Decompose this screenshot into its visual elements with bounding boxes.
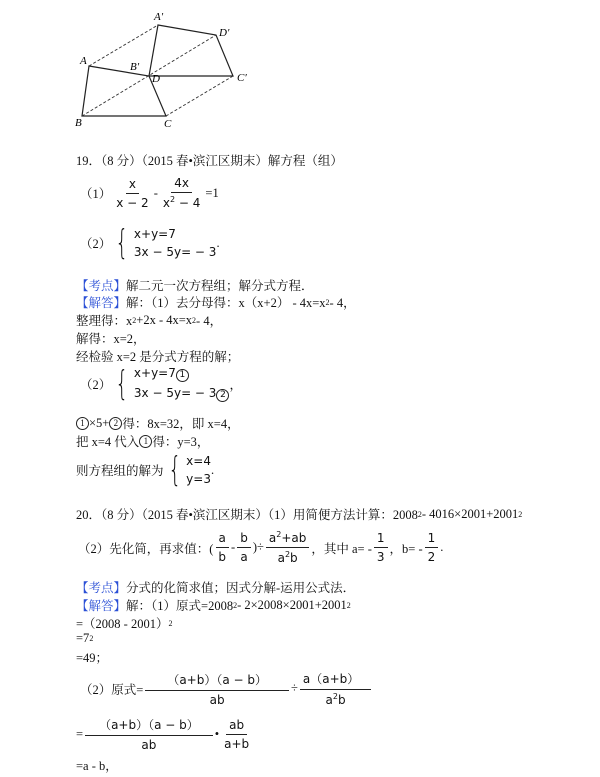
text: 解二元一次方程组；解分式方程． (126, 279, 314, 293)
sup: 2 (276, 530, 282, 539)
sup: 2 (233, 600, 238, 610)
solution-system (164, 450, 211, 490)
geometry-figure (0, 0, 260, 135)
t: 3x − 5y= − 3 (133, 386, 217, 400)
den (275, 548, 301, 565)
label-C1: C′ (237, 72, 247, 84)
sup: 2 (169, 195, 176, 204)
tag: 【考点】 (76, 581, 127, 595)
num: a（a+b） (300, 670, 371, 690)
op: - (153, 185, 158, 200)
sup: 2 (89, 634, 94, 643)
t: 得：8x=32，即 x=4， (122, 417, 240, 431)
q20-jieda (76, 596, 351, 614)
num: x (126, 177, 139, 194)
sup: 2 (325, 297, 330, 307)
t: （2）先化简，再求值：( (78, 541, 214, 556)
sup: 2 (192, 315, 197, 325)
rhs: =1 (205, 185, 219, 200)
num (266, 530, 309, 548)
punct: ， (229, 378, 242, 392)
fraction (221, 718, 252, 751)
row: x=4 (186, 454, 211, 468)
op: ÷ (291, 681, 298, 695)
den: a (240, 550, 248, 564)
label-B1: B′ (130, 61, 140, 73)
row: y=3 (186, 472, 211, 486)
q19-jieda (76, 293, 356, 311)
q19-part1 (80, 176, 219, 210)
q19-kaodian (76, 276, 314, 294)
q20-title (76, 505, 522, 523)
den: a+b (224, 736, 250, 751)
num: （a+b）（a − b） (145, 671, 289, 691)
circle-1: 1 (176, 369, 189, 382)
num: ab (226, 718, 247, 735)
t: - 4， (196, 314, 223, 328)
fraction (85, 716, 213, 752)
equation-system (111, 223, 217, 263)
q20-j6 (76, 716, 254, 752)
q20-j5 (80, 670, 373, 707)
den (160, 193, 204, 210)
op: - (231, 540, 236, 554)
t: b (337, 693, 346, 707)
op: )÷ (252, 540, 264, 554)
q20-j3 (76, 631, 93, 646)
row: x+y=7 (133, 227, 176, 241)
t: 则方程组的解为 (76, 464, 164, 478)
t: a (325, 693, 333, 707)
t: +2x - 4x=x (136, 312, 193, 327)
sup: 2 (332, 692, 338, 701)
sup: 2 (346, 600, 351, 610)
t: ，其中 a= - (311, 541, 372, 556)
fraction (266, 530, 309, 565)
circle-2: 2 (216, 389, 229, 402)
t: 解：（1）原式=2008 (126, 599, 234, 613)
t: 得：y=3， (152, 435, 210, 449)
text: 解：（1）去分母得：x（x+2） - 4x=x (126, 296, 326, 310)
t: a (268, 531, 277, 545)
label-C: C (164, 118, 172, 130)
row (134, 386, 230, 402)
fraction (300, 670, 371, 707)
q19-line4: 经检验 x=2 是分式方程的解； (76, 350, 240, 364)
t: ×5+ (89, 415, 110, 430)
tag: 【解答】 (76, 599, 127, 613)
t: x+y=7 (133, 366, 176, 380)
num: 4x (171, 176, 192, 193)
t: - 4016×2001+2001 (421, 506, 519, 521)
row (134, 366, 230, 382)
circle-2: 2 (109, 417, 122, 430)
t: 整理得：x (76, 314, 133, 328)
punct: . (210, 462, 215, 477)
punct: . (440, 540, 444, 554)
brace: { (115, 364, 129, 404)
t: - 2×2008×2001+2001 (237, 597, 347, 612)
equation-system (111, 366, 229, 402)
fraction (145, 671, 289, 707)
num: （a+b）（a − b） (85, 716, 213, 736)
sup: 2 (518, 509, 523, 519)
t: （2）原式= (80, 682, 144, 697)
t: x (162, 196, 170, 210)
t: 20．（8 分）（2015 春•滨江区期末）（1）用简便方法计算：2008 (76, 508, 418, 522)
sup: 2 (132, 315, 137, 325)
sup: 2 (168, 618, 173, 628)
den: ab (209, 692, 225, 707)
q19-line7 (76, 450, 215, 490)
sup: 2 (284, 550, 291, 559)
fraction (215, 531, 229, 564)
q20-j4: =49； (76, 651, 109, 665)
tag: 【考点】 (76, 279, 127, 293)
label-D: D (152, 73, 160, 85)
q19-solution-system (80, 366, 242, 402)
label: （1） (80, 187, 112, 201)
t: =（2008 - 2001） (76, 617, 169, 631)
den: x − 2 (116, 195, 149, 210)
t: − 4 (175, 196, 201, 210)
t: ，b= - (389, 541, 423, 556)
fraction (113, 177, 151, 210)
q19-line5 (76, 414, 240, 432)
fraction (374, 531, 388, 564)
q19-part2 (80, 223, 220, 263)
label-B: B (75, 117, 82, 129)
label: （2） (80, 378, 112, 392)
label-D1: D′ (219, 27, 230, 39)
q19-title: 19．（8 分）（2015 春•滨江区期末）解方程（组） (76, 154, 343, 168)
num: 1 (425, 531, 439, 548)
num: 1 (374, 531, 388, 548)
t: 把 x=4 代入 (76, 435, 140, 449)
label-A: A (80, 55, 87, 67)
t: a (277, 551, 285, 565)
punct: . (216, 235, 220, 250)
q19-line6 (76, 432, 209, 450)
t: = (76, 726, 84, 741)
fraction (237, 531, 251, 564)
label-A1: A′ (154, 11, 164, 23)
fraction (425, 531, 439, 564)
t: +ab (281, 531, 307, 545)
dash-cc1 (166, 76, 233, 116)
brace: { (167, 450, 181, 490)
den: 3 (376, 550, 385, 564)
q20-part2 (78, 530, 443, 565)
q20-kaodian (76, 578, 355, 596)
num: b (237, 531, 251, 548)
den: b (218, 550, 227, 564)
t: =7 (76, 631, 90, 645)
q20-j7: =a - b， (76, 759, 118, 773)
sup: 2 (417, 509, 422, 519)
circle-1: 1 (76, 417, 89, 430)
q20-j2 (76, 614, 172, 632)
den (323, 690, 349, 707)
tag: 【解答】 (76, 296, 127, 310)
text: - 4， (329, 296, 356, 310)
op: • (214, 726, 220, 741)
t: b (290, 551, 298, 565)
fraction (160, 176, 204, 210)
den: ab (141, 738, 157, 752)
row: 3x − 5y= − 3 (133, 245, 217, 259)
brace: { (115, 223, 129, 263)
dash-aa1 (89, 25, 158, 66)
text: 分式的化简求值；因式分解-运用公式法． (126, 581, 356, 595)
circle-1: 1 (139, 435, 152, 448)
q19-line3: 解得：x=2， (76, 332, 146, 346)
den: 2 (427, 550, 436, 564)
q19-line2 (76, 311, 222, 329)
num: a (216, 531, 229, 548)
label: （2） (80, 237, 112, 251)
